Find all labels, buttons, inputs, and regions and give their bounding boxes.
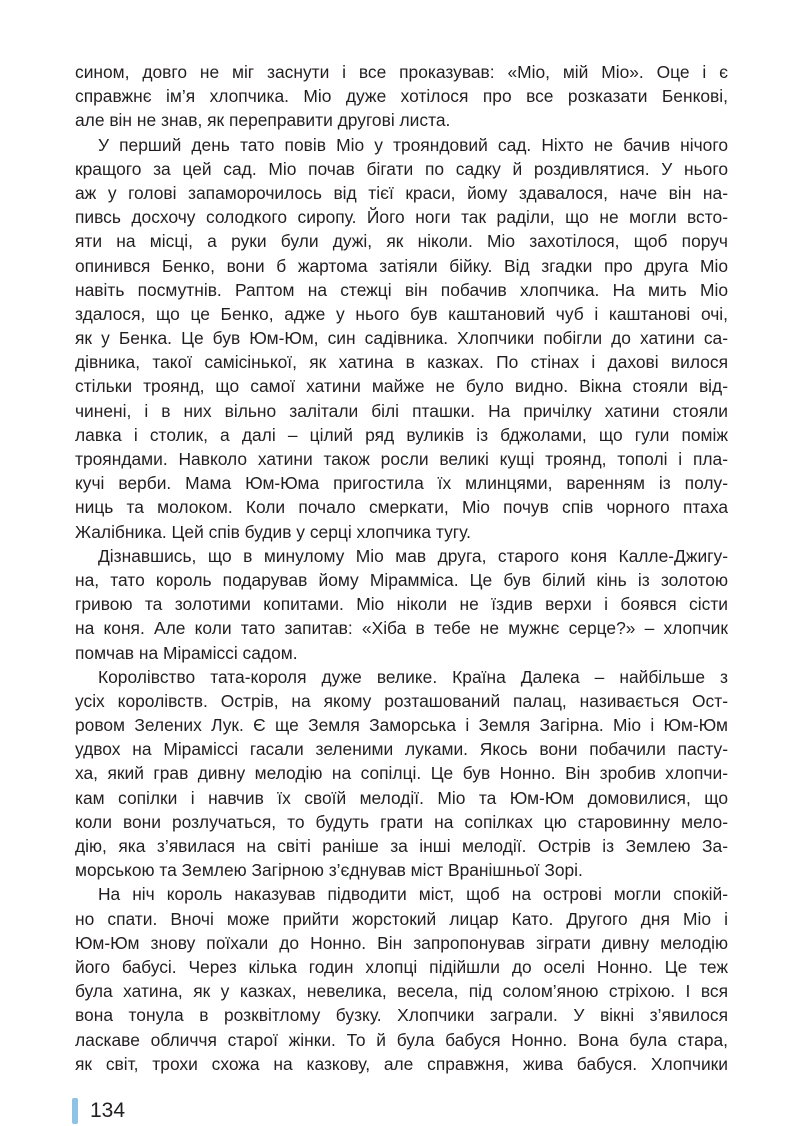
text-line: навіть посмутнів. Раптом на стежці він побачив хлопчика. На мить Міо [75,279,728,300]
text-line: але він не знав, як переправити другові листа. [75,110,451,131]
text-line: як у Бенка. Це був Юм-Юм, син садівника. Хлопчики побігли до хатини са- [75,328,728,349]
paragraph-first-line: Королівство тата-короля дуже велике. Країна Далека – найбільше з [98,666,728,687]
text-line: Юм-Юм знову поїхали до Нонно. Він запропонував зіграти дивну мелодію [75,932,728,953]
text-line: морською та Землею Загірною з’єднував міст Вранішньої Зорі. [75,860,583,881]
text-line: була хатина, як у казках, невелика, весела, під солом’яною стріхою. І вся [75,981,728,1002]
paragraph-first-line: Дізнавшись, що в минулому Міо мав друга, старого коня Калле-Джигу- [98,545,728,566]
text-line: кам сопілки і навчив їх своїй мелодії. Міо та Юм-Юм домовилися, що [75,787,728,808]
page-footer [72,1096,125,1126]
page-marker-bar [72,1098,78,1124]
text-line: аж у голові запаморочилось від тієї краси, йому здавалося, наче він на- [75,182,728,203]
text-line: його бабусі. Через кілька годин хлопці підійшли до оселі Нонно. Це теж [75,956,728,977]
text-line: трояндами. Навколо хатини також росли великі кущі троянд, тополі і пла- [75,449,728,469]
text-line: вона тонула в розквітлому бузку. Хлопчики заграли. У вікні з’явилося [75,1005,728,1026]
paragraph-first-line: На ніч король наказував підводити міст, щоб на острові могли спокій- [98,884,728,905]
text-line: справжнє ім’я хлопчика. Міо дуже хотілося про все розказати Бенкові, [75,86,728,107]
text-line: усіх королівств. Острів, на якому розташований палац, називається Ост- [75,690,728,711]
text-line: ха, який грав дивну мелодію на сопілці. Це був Нонно. Він зробив хлопчи- [75,763,728,784]
text-line: гривою та золотими копитами. Міо ніколи не їздив верхи і боявся сісти [75,594,728,615]
page-body-text [75,60,728,1076]
text-line: кучі верби. Мама Юм-Юма пригостила їх млинцями, варенням із полу- [75,473,728,494]
text-line: кращого за цей сад. Міо почав бігати по садку й роздивлятися. У нього [75,158,728,179]
text-line: ниць та молоком. Коли почало смеркати, Міо почув спів чорного птаха [75,497,728,518]
text-line: здалося, що це Бенко, адже у нього був каштановий чуб і каштанові очі, [75,303,728,324]
text-line: на коня. Але коли тато запитав: «Хіба в тебе не мужнє серце?» – хлопчик [75,618,728,639]
text-line: опинився Бенко, вони б жартома затіяли бійку. Від згадки про друга Міо [75,255,728,276]
text-line: но спати. Вночі може прийти жорстокий лицар Като. Другого дня Міо і [75,908,728,929]
text-line: як світ, трохи схожа на казкову, але справжня, жива бабуся. Хлопчики [75,1053,728,1074]
text-line: дівника, такої самісінької, як хатина в казках. По стінах і дахові вилося [75,352,728,373]
text-line: пивсь досхочу солодкого сиропу. Його ноги так раділи, що не могли всто- [75,207,728,228]
text-line: лавка і столик, а далі – цілий ряд вуликів із бджолами, що гули поміж [75,424,728,445]
text-line: ровом Зелених Лук. Є ще Земля Заморська і Земля Загірна. Міо і Юм-Юм [75,715,728,736]
text-line: Жалібника. Цей спів будив у серці хлопчика тугу. [75,521,471,542]
text-line: на, тато король подарував йому Мірамміса. Це був білий кінь із золотою [75,569,728,590]
text-line: коли вони розлучаться, то будуть грати на сопілках цю старовинну мело- [75,811,728,832]
text-line: ласкаве обличчя старої жінки. То й була бабуся Нонно. Вона була стара, [75,1029,728,1050]
page-number: 134 [90,1099,126,1122]
text-line: удвох на Міраміссі гасали зеленими луками. Якось вони побачили пасту- [75,739,728,760]
text-line: яти на місці, а руки були дужі, як ніколи. Міо захотілося, щоб поруч [75,231,728,252]
paragraph-first-line: У перший день тато повів Міо у трояндовий сад. Ніхто не бачив нічого [98,134,728,155]
text-line: дію, яка з’явилася на світі раніше за інші мелодії. Острів із Землею За- [75,836,728,856]
text-line: сином, довго не міг заснути і все проказував: «Міо, мій Міо». Оце і є [75,62,728,82]
text-line: стільки троянд, що самої хатини майже не було видно. Вікна стояли від- [75,376,728,397]
text-line: чинені, і в них вільно залітали білі пташки. На причілку хатини стояли [75,400,728,421]
text-line: помчав на Міраміссі садом. [75,642,298,663]
